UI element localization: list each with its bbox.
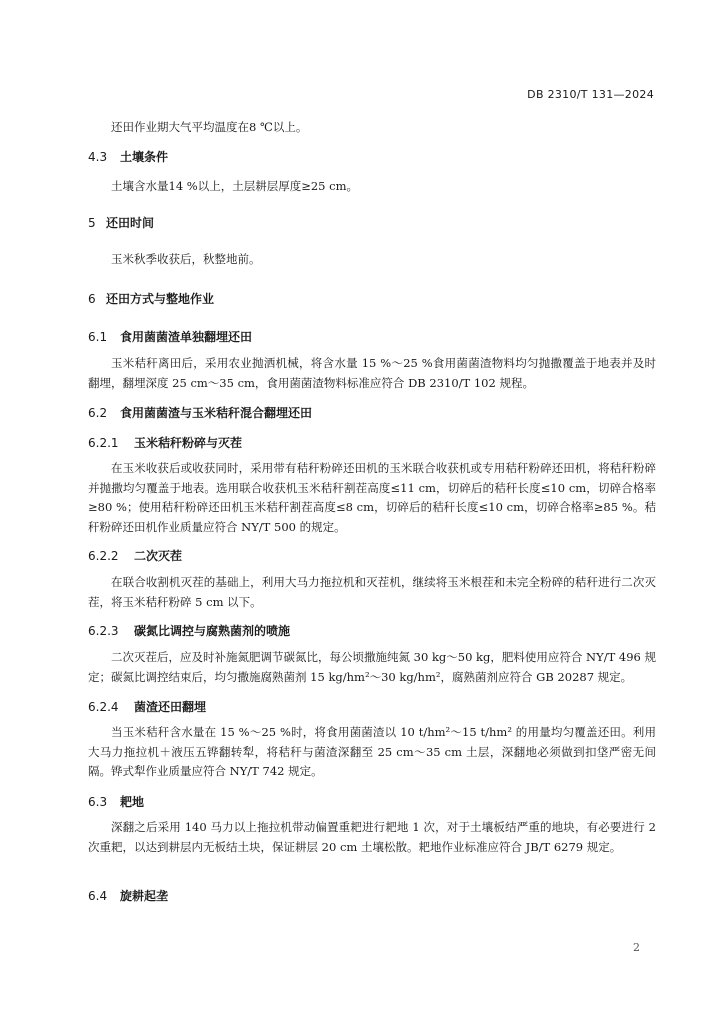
section-number: 6.1 — [88, 330, 108, 344]
paragraph-6-2-4: 当玉米秸秆含水量在 15 %～25 %时，将食用菌菌渣以 10 t/hm²～15 t/hm² 的用量均匀覆盖还田。利用大马力拖拉机＋液压五铧翻转犁，将秸秆与菌渣深翻至 25 cm～35 cm 土层，深翻地必须做到扣垡严密无间隔。铧式犁作业质量应符合 NY/T 742 规定。 — [88, 725, 656, 778]
section-heading-6-3 — [88, 793, 144, 810]
section-title: 还田时间 — [106, 216, 155, 230]
paragraph-6-2-3: 二次灭茬后，应及时补施氮肥调节碳氮比，每公顷撒施纯氮 30 kg～50 kg，肥料使用应符合 NY/T 496 规定；碳氮比调控结束后，均匀撒施腐熟菌剂 15 kg/hm²～30 kg/hm²，腐熟菌剂应符合 GB 20287 规定。 — [88, 650, 657, 684]
section-number: 4.3 — [88, 150, 108, 164]
section-heading-6-2-4 — [88, 698, 206, 715]
section-number: 6.2.1 — [88, 436, 119, 450]
paragraph-soil-condition: 土壤含水量14 %以上，土层耕层厚度≥25 cm。 — [111, 179, 358, 193]
section-heading-4-3 — [88, 148, 168, 165]
section-title: 二次灭茬 — [134, 549, 183, 563]
page-number: 2 — [633, 941, 640, 954]
section-title: 旋耕起垄 — [120, 889, 169, 903]
paragraph-6-1: 玉米秸秆离田后，采用农业抛洒机械，将含水量 15 %～25 %食用菌菌渣物料均匀抛撒覆盖于地表并及时翻埋，翻埋深度 25 cm～35 cm，食用菌菌渣物料标准应符合 DB 2310/T 102 规程。 — [88, 356, 656, 390]
section-number: 6.3 — [88, 795, 108, 809]
section-heading-6-4 — [88, 887, 168, 904]
section-heading-5 — [88, 214, 154, 231]
paragraph-timing: 玉米秋季收获后，秋整地前。 — [111, 252, 261, 266]
section-heading-6-2-2 — [88, 547, 182, 564]
section-heading-6-2-1 — [88, 434, 242, 451]
section-title: 土壤条件 — [120, 150, 169, 164]
section-heading-6-1 — [88, 328, 252, 345]
section-heading-6 — [88, 290, 214, 307]
section-heading-6-2-3 — [88, 622, 290, 639]
section-number: 6.2.4 — [88, 700, 119, 714]
section-title: 食用菌菌渣与玉米秸秆混合翻埋还田 — [120, 406, 313, 420]
section-number: 6 — [88, 292, 96, 306]
section-number: 6.2 — [88, 406, 108, 420]
document-code-header: DB 2310/T 131—2024 — [527, 88, 654, 101]
section-title: 还田方式与整地作业 — [106, 292, 215, 306]
section-number: 6.2.3 — [88, 624, 119, 638]
section-number: 6.2.2 — [88, 549, 119, 563]
section-number: 5 — [88, 216, 96, 230]
section-number: 6.4 — [88, 889, 108, 903]
paragraph-6-3: 深翻之后采用 140 马力以上拖拉机带动偏置重耙进行耙地 1 次，对于土壤板结严重的地块，有必要进行 2 次重耙，以达到耕层内无板结土块，保证耕层 20 cm 土壤松散。耙地作业标准应符合 JB/T 6279 规定。 — [88, 820, 656, 854]
section-title: 菌渣还田翻埋 — [134, 700, 207, 714]
section-title: 玉米秸秆粉碎与灭茬 — [134, 436, 243, 450]
paragraph-6-2-1: 在玉米收获后或收获同时，采用带有秸秆粉碎还田机的玉米联合收获机或专用秸秆粉碎还田机，将秸秆粉碎并抛撒均匀覆盖于地表。选用联合收获机玉米秸秆割茬高度≤11 cm，切碎后的秸秆长度≤10 cm，切碎合格率≥80 %；使用秸秆粉碎还田机玉米秸秆割茬高度≤8 cm，切碎后的秸秆长度≤10 cm，切碎合格率≥85 %。秸秆粉碎还田机作业质量应符合 NY/T 500 的规定。 — [88, 461, 656, 534]
paragraph-temperature: 还田作业期大气平均温度在8 ℃以上。 — [111, 120, 308, 134]
section-title: 耙地 — [120, 795, 145, 809]
paragraph-6-2-2: 在联合收割机灭茬的基础上，利用大马力拖拉机和灭茬机，继续将玉米根茬和未完全粉碎的秸秆进行二次灭茬，将玉米秸秆粉碎 5 cm 以下。 — [88, 575, 656, 609]
section-title: 食用菌菌渣单独翻埋还田 — [120, 330, 253, 344]
section-title: 碳氮比调控与腐熟菌剂的喷施 — [134, 624, 291, 638]
section-heading-6-2 — [88, 404, 312, 421]
